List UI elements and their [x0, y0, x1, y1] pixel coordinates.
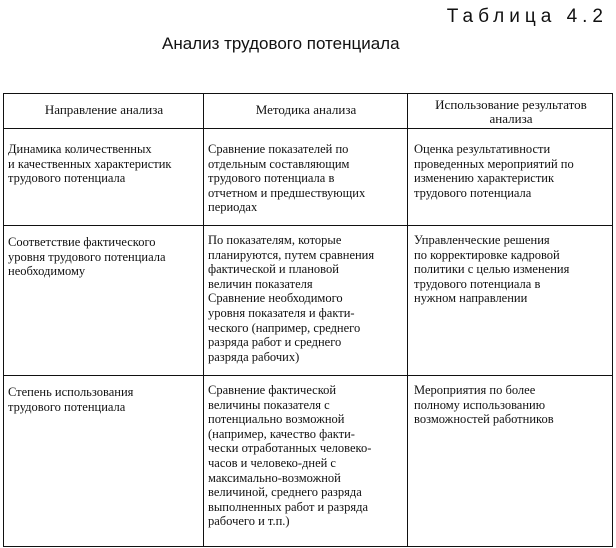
- analysis-table: [3, 93, 613, 547]
- row-3-usage: Мероприятия по более полному использованию возможностей работников: [414, 383, 554, 427]
- header-divider: [4, 128, 612, 129]
- row-3-direction: Степень использования трудового потенциала: [8, 385, 134, 414]
- table-number-label: Таблица 4.2: [446, 6, 608, 27]
- column-header-usage: Использование результатов анализа: [435, 97, 587, 126]
- row-1-direction: Динамика количественных и качественных характеристик трудового потенциала: [8, 142, 172, 186]
- column-divider: [203, 94, 204, 546]
- column-header-method: Методика анализа: [255, 102, 357, 117]
- column-divider: [407, 94, 408, 546]
- row-2-usage: Управленческие решения по корректировке кадровой политики с целью изменения трудового потенциала в нужном направлении: [414, 233, 570, 306]
- row-divider: [4, 225, 612, 226]
- row-1-usage: Оценка результативности проведенных мероприятий по изменению характеристик трудового потенциала: [414, 142, 574, 200]
- row-divider: [4, 375, 612, 376]
- row-1-method: Сравнение показателей по отдельным составляющим трудового потенциала в отчетном и предшествующих периодах: [208, 142, 366, 215]
- row-3-method: Сравнение фактической величины показателя с потенциально возможной (например, качество факти- чески отработанных человеко- часов и человеко-дней с максимально-возможной величиной, среднего разряда выполненных работ и разряда рабочего и т.п.): [208, 383, 372, 529]
- table-title: Анализ трудового потенциала: [162, 34, 400, 53]
- row-2-method: По показателям, которые планируются, путем сравнения фактической и плановой величин показателя Сравнение необходимого уровня показателя и факти- ческого (например, среднего разряда работ и среднего разряда рабочих): [208, 233, 375, 364]
- row-2-direction: Соответствие фактического уровня трудового потенциала необходимому: [8, 235, 166, 279]
- column-header-direction: Направление анализа: [44, 102, 164, 117]
